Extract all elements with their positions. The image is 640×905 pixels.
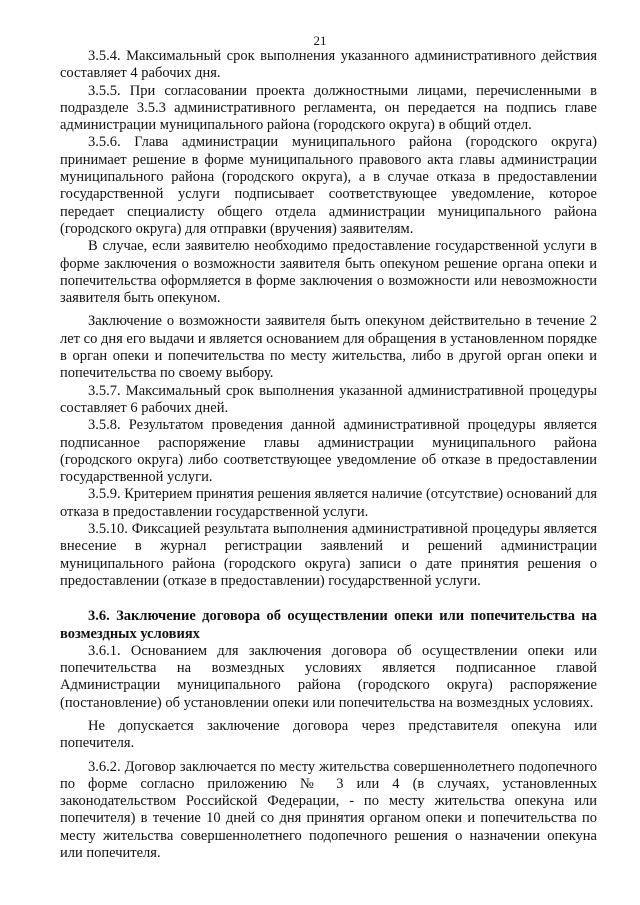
paragraph-3-6-1: 3.6.1. Основанием для заключения договора об осуществлении опеки или попечительства на возмездных условиях является подписанное главой Администрации муниципального района (городского округа) распоряжение (постановление) об установлении опеки или попечительства на возмездных условиях. [60, 642, 597, 711]
paragraph-no-representative: Не допускается заключение договора через представителя опекуна или попечителя. [60, 717, 597, 752]
paragraph-3-5-7: 3.5.7. Максимальный срок выполнения указанной административной процедуры составляет 6 рабочих дней. [60, 382, 597, 416]
paragraph-3-6-2: 3.6.2. Договор заключается по месту жительства совершеннолетнего подопечного по форме согласно приложению № 3 или 4 (в случаях, установленных законодательством Российской Федерации, - по месту жительства опекуна или попечителя) в течение 10 дней со дня принятия органом опеки и попечительства по месту жительства совершеннолетнего подопечного решения о назначении опекуна или попечителя. [60, 758, 597, 862]
document-body [60, 48, 597, 862]
paragraph-conclusion-case: В случае, если заявителю необходимо предоставление государственной услуги в форме заключения о возможности заявителя быть опекуном решение органа опеки и попечительства оформляется в форме заключения о возможности или невозможности заявителя быть опекуном. [60, 238, 597, 307]
section-heading: 3.6. Заключение договора об осуществлении опеки или попечительства на возмездных условиях [60, 608, 597, 642]
paragraph-conclusion-validity: Заключение о возможности заявителя быть опекуном действительно в течение 2 лет со дня его выдачи и является основанием для обращения в установленном порядке в орган опеки и попечительства по месту жительства, либо в другой орган опеки и попечительства по своему выбору. [60, 313, 597, 382]
paragraph-3-5-5: 3.5.5. При согласовании проекта должностными лицами, перечисленными в подразделе 3.5.3 административного регламента, он передается на подпись главе администрации муниципального района (городского округа) в общий отдел. [60, 82, 597, 134]
page-number: 21 [313, 33, 327, 48]
paragraph-3-5-10: 3.5.10. Фиксацией результата выполнения административной процедуры является внесение в журнал регистрации заявлений и решений администрации муниципального района (городского округа) записи о дате принятия решения о предоставлении (отказе в предоставлении) государственной услуги. [60, 521, 597, 589]
paragraph-3-5-6: 3.5.6. Глава администрации муниципального района (городского округа) принимает решение в форме муниципального правового акта главы администрации муниципального района (городского округа), а в случае отказа в предоставлении государственной услуги подписывает соответствующее уведомление, которое передает специалисту общего отдела администрации муниципального района (городского округа) для отправки (вручения) заявителям. [60, 134, 597, 237]
paragraph-3-5-8: 3.5.8. Результатом проведения данной административной процедуры является подписанное распоряжение главы администрации муниципального района (городского округа) либо соответствующее уведомление об отказе в предоставлении государственной услуги. [60, 417, 597, 486]
paragraph-3-5-4: 3.5.4. Максимальный срок выполнения указанного административного действия составляет 4 рабочих дня. [60, 48, 597, 82]
paragraph-3-5-9: 3.5.9. Критерием принятия решения является наличие (отсутствие) оснований для отказа в предоставлении государственной услуги. [60, 486, 597, 520]
